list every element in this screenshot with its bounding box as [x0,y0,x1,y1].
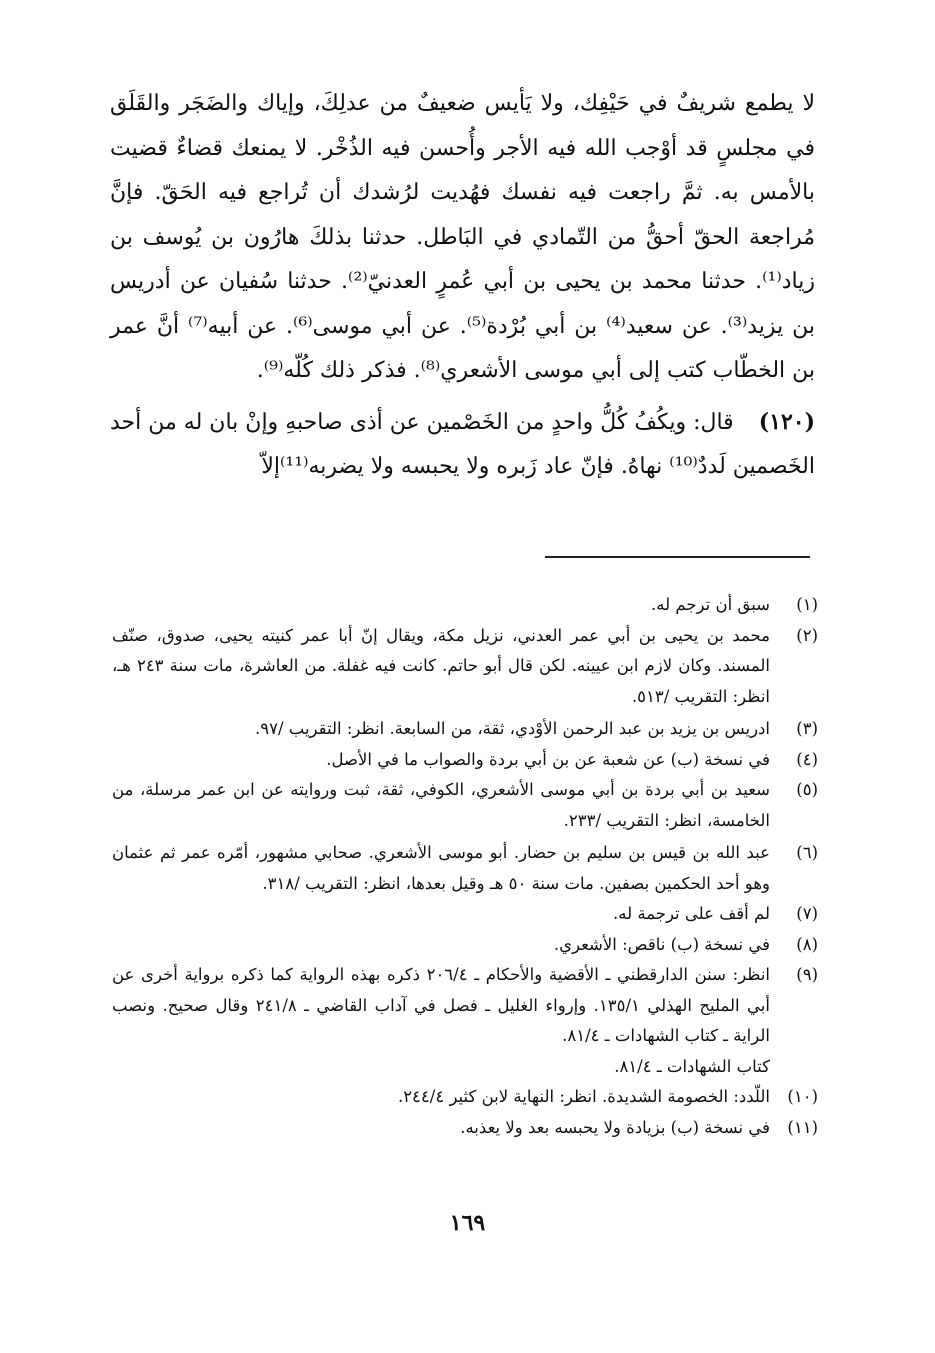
footnote-text: في نسخة (ب) بزيادة ولا يحبسه بعد ولا يعذبه. [460,1117,770,1137]
footnote-number: (١٠) [787,1087,818,1106]
paragraph-number: (١٢٠) [758,408,816,435]
paragraph-text: قال: ويكُفُ كُلُّ واحدٍ من الخَصْمين عن أذى صاحبهِ وإنْ بان له من أحد الخَصمين لَددٌ⁽¹⁰⁾ نهاهُ. فإنّ عاد زَبره ولا يحبسه ولا يضربه⁽¹¹⁾إلاّ [110,409,815,479]
footnote-text: في نسخة (ب) عن شعبة عن بن أبي بردة والصواب ما في الأصل. [326,749,770,769]
footnote [112,899,818,930]
footnote-separator [545,556,810,558]
footnote-number: (٦) [796,843,818,862]
footnote-text: محمد بن يحيى بن أبي عمر العدني، نزيل مكة، ويقال إنّ أبا عمر كنيته يحيى، صدوق، صنّف المسند. وكان لازم ابن عيينه. لكن قال أبو حاتم. كانت فيه غفلة. من العاشرة، مات سنة ٢٤٣ هـ، انظر: التقريب /٥١٣. [112,625,771,706]
footnote-number: (٨) [796,934,818,954]
footnote [112,960,818,1052]
footnote-number: (٤) [796,749,818,769]
footnote [112,775,818,836]
footnote [112,930,818,961]
main-text [110,82,815,490]
footnote-text: كتاب الشهادات ـ ٨١/٤. [614,1056,770,1076]
footnote [112,1082,818,1113]
footnote-text: لم أقف على ترجمة له. [613,904,770,923]
footnote [112,714,818,745]
footnote-text: انظر: سنن الدارقطني ـ الأقضية والأحكام ـ ٢٠٦/٤ ذكره بهذه الرواية كما ذكره برواية أخرى عن أبي المليح الهذلي ١٣٥/١. وإرواء الغليل ـ فصل في آداب القاضي ـ ٢٤١/٨ وقال صحيح. ونصب الراية ـ كتاب الشهادات ـ ٨١/٤. [112,965,771,1045]
footnote [112,621,818,713]
footnote [112,745,818,776]
footnote [112,590,818,621]
footnote-number: (٥) [796,780,818,799]
footnote-text: ادريس بن يزيد بن عبد الرحمن الأوْدي، ثقة، من السابعة. انظر: التقريب /٩٧. [254,719,770,738]
footnote-text: عبد الله بن قيس بن سليم بن حضار. أبو موسى الأشعري. صحابي مشهور، أمّره عمر ثم عثمان وهو أحد الحكمين بصفين. مات سنة ٥٠ هـ وقيل بعدها، انظر: التقريب /٣١٨. [112,843,770,893]
footnotes [112,590,818,1143]
footnote [112,838,818,899]
footnote-text: اللّدد: الخصومة الشديدة. انظر: النهاية لابن كثير ٢٤٤/٤. [397,1087,770,1106]
footnote [112,1113,818,1144]
footnote-number: (٣) [796,719,818,738]
footnote-continuation [112,1052,818,1083]
footnote-text: في نسخة (ب) ناقص: الأشعري. [553,934,770,954]
footnote-text: سعيد بن أبي بردة بن أبي موسى الأشعري، الكوفي، ثقة، ثبت وروايته عن ابن عمر مرسلة، من الخامسة، انظر: التقريب /٢٣٣. [112,780,770,830]
footnote-number: (٧) [796,904,818,923]
paragraph: لا يطمع شريفٌ في حَيْفِك، ولا يَأيس ضعيفٌ من عدلِكَ، وإياك والضَجَر والقَلَق في مجلسٍ قد أوْجب الله فيه الأجر وأُحسن فيه الذُخْر. لا يمنعك قضاءٌ قضيت بالأمس به. ثمَّ راجعت فيه نفسك فهُديت لرُشدك أن تُراجع فيه الحَقّ. فإنَّ مُراجعة الحقّ أحقُّ من التّمادي في البَاطل. حدثنا بذلكَ هارُون بن يُوسف بن زياد⁽¹⁾. حدثنا محمد بن يحيى بن أبي عُمرٍ العدنيّ⁽²⁾. حدثنا سُفيان عن أدريس بن يزيد⁽³⁾. عن سعيد⁽⁴⁾ بن أبي بُرْدة⁽⁵⁾. عن أبي موسى⁽⁶⁾. عن أبيه⁽⁷⁾ أنَّ عمر بن الخطّاب كتب إلى أبي موسى الأشعري⁽⁸⁾. فذكر ذلك كُلّه⁽⁹⁾. [110,91,815,383]
footnote-text: سبق أن ترجم له. [651,595,770,614]
footnote-number: (١) [796,595,818,614]
footnote-number: (٩) [796,965,818,984]
footnote-number: (٢) [796,625,818,645]
page-number: ١٦٩ [449,1210,486,1236]
footnote-number: (١١) [787,1117,818,1137]
paragraph-numbered [110,400,815,490]
